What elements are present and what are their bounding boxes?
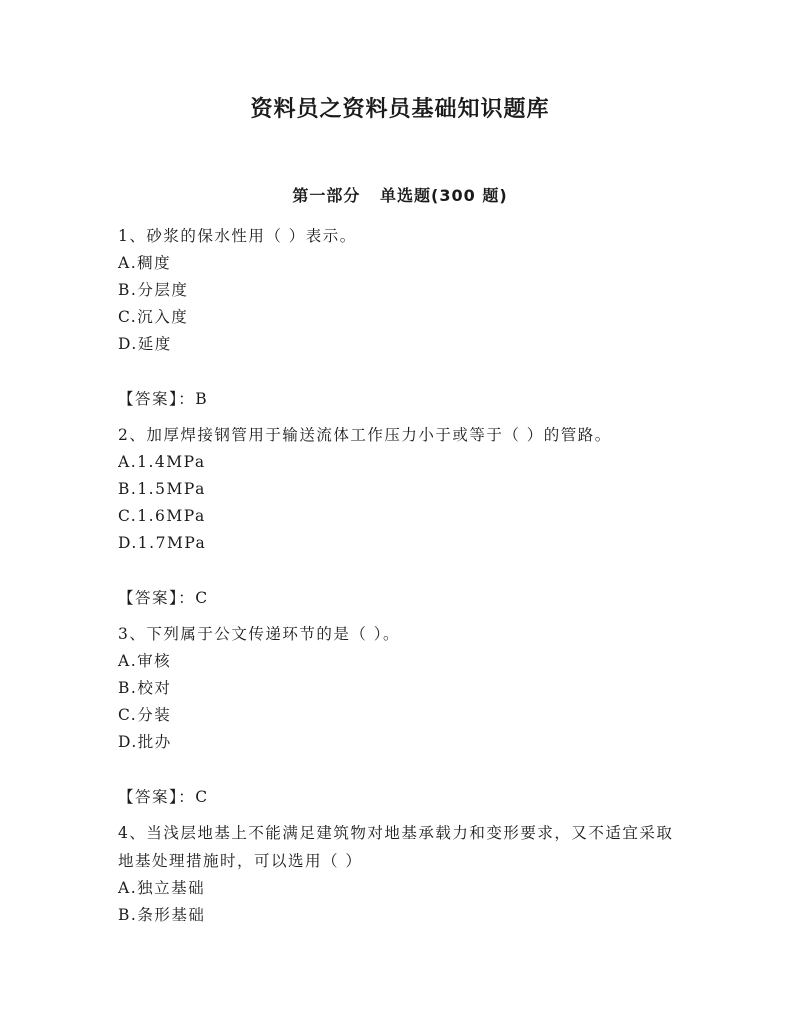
question-stem: 4、当浅层地基上不能满足建筑物对地基承载力和变形要求，又不适宜采取地基处理措施时，可以选用（ ） [118, 824, 674, 870]
question-list [118, 222, 688, 929]
answer-line: 【答案】：B [118, 390, 209, 408]
option-b: B.条形基础 [118, 906, 206, 924]
question-stem: 3、下列属于公文传递环节的是（ ）。 [118, 625, 401, 643]
option-a: A.审核 [118, 652, 172, 670]
option-b: B.校对 [118, 679, 172, 697]
option-d: D.延度 [118, 335, 172, 353]
question-1 [118, 222, 688, 413]
question-3 [118, 620, 688, 811]
question-stem: 2、加厚焊接钢管用于输送流体工作压力小于或等于（ ）的管路。 [118, 426, 612, 444]
answer-line: 【答案】：C [118, 589, 209, 607]
option-a: A.独立基础 [118, 879, 206, 897]
question-2 [118, 421, 688, 612]
option-b: B.分层度 [118, 281, 189, 299]
option-b: B.1.5MPa [118, 480, 206, 498]
option-c: C.1.6MPa [118, 507, 206, 525]
option-d: D.1.7MPa [118, 534, 207, 552]
option-d: D.批办 [118, 733, 172, 751]
option-a: A.稠度 [118, 254, 172, 272]
option-c: C.沉入度 [118, 308, 189, 326]
option-c: C.分装 [118, 706, 172, 724]
document-title: 资料员之资料员基础知识题库 [250, 97, 550, 122]
option-a: A.1.4MPa [118, 453, 206, 471]
answer-line: 【答案】：C [118, 788, 209, 806]
question-stem: 1、砂浆的保水性用（ ）表示。 [118, 227, 357, 245]
section-title: 第一部分 单选题(300 题) [292, 186, 508, 205]
question-4 [118, 819, 688, 929]
